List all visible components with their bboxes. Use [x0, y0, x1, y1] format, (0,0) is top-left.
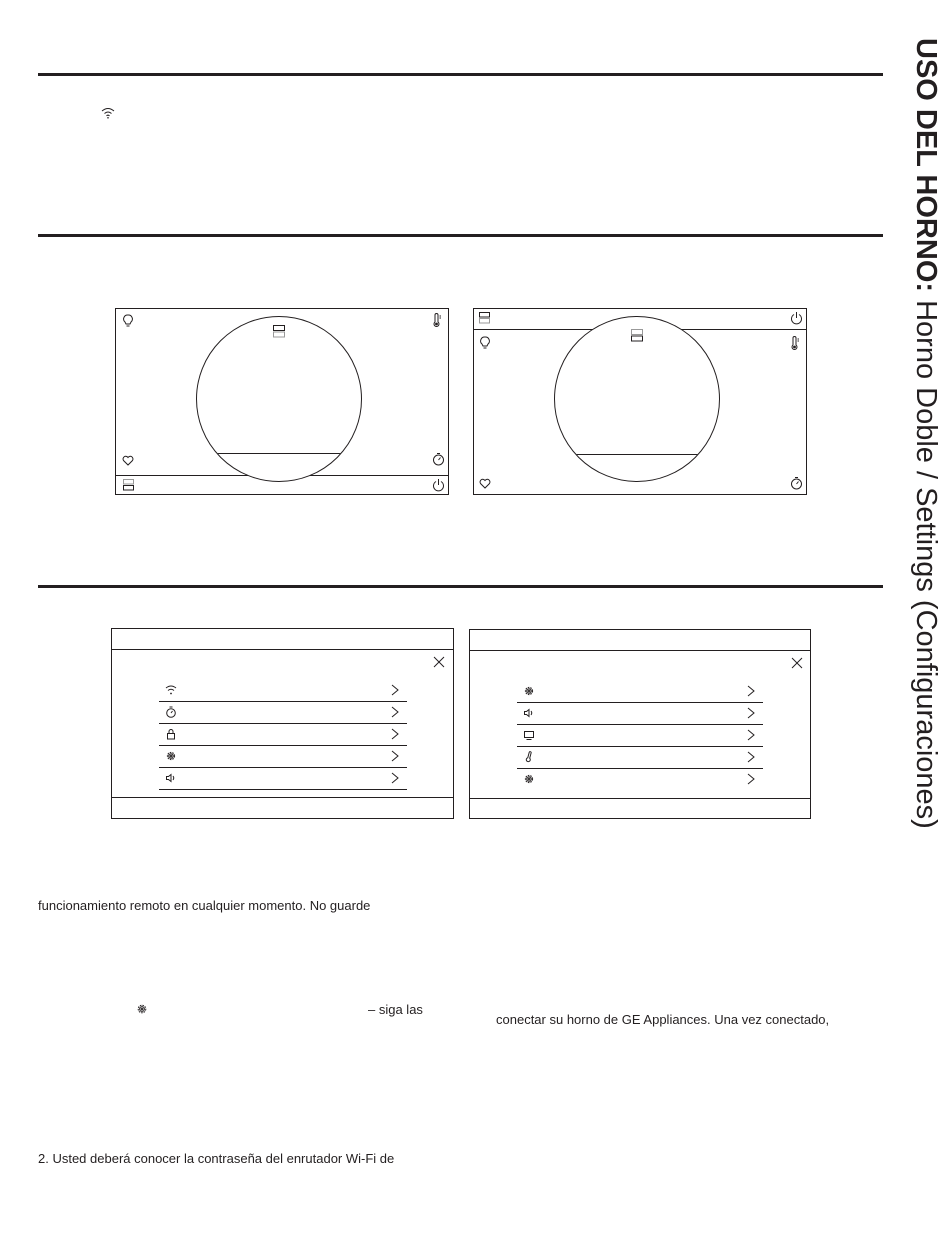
- section-title: [911, 38, 940, 829]
- speaker-icon: [165, 772, 177, 784]
- gear-icon: [523, 773, 535, 785]
- wifi-icon: [101, 107, 115, 119]
- display-icon: [523, 729, 535, 741]
- section-title-regular: Horno Doble / Settings (Configuraciones): [910, 292, 942, 829]
- screen-footer-divider: [470, 798, 810, 799]
- chevron-right-icon: [391, 684, 399, 696]
- speaker-icon: [523, 707, 535, 719]
- thermometer-icon: [432, 313, 442, 328]
- gear-icon: [523, 685, 535, 697]
- menu-item-probe[interactable]: [517, 747, 763, 769]
- menu-item-display[interactable]: [517, 725, 763, 747]
- chevron-right-icon: [747, 685, 755, 697]
- heart-icon: [122, 455, 134, 466]
- chevron-right-icon: [747, 773, 755, 785]
- power-icon: [790, 311, 803, 325]
- zoom-circle: [196, 316, 362, 482]
- gear-icon: [136, 1003, 148, 1015]
- menu-item-sound[interactable]: [159, 768, 407, 790]
- chevron-right-icon: [391, 728, 399, 740]
- numbered-step: 2. Usted deberá conocer la contraseña del enrutador Wi-Fi de: [38, 1151, 395, 1166]
- menu-item-settings[interactable]: [517, 681, 763, 703]
- chevron-right-icon: [391, 706, 399, 718]
- close-icon[interactable]: [433, 656, 445, 668]
- screen-header-divider: [470, 650, 810, 651]
- section-title-bold: USO DEL HORNO:: [910, 38, 942, 293]
- chevron-right-icon: [747, 751, 755, 763]
- light-bulb-icon: [479, 336, 491, 350]
- body-text: conectar su horno de GE Appliances. Una vez conectado,: [496, 1012, 830, 1027]
- thermometer-icon: [790, 336, 800, 351]
- menu-item-lock[interactable]: [159, 724, 407, 746]
- menu-item-sound[interactable]: [517, 703, 763, 725]
- section-divider: [38, 73, 883, 76]
- light-bulb-icon: [122, 314, 134, 328]
- chevron-right-icon: [391, 750, 399, 762]
- chevron-right-icon: [747, 707, 755, 719]
- panel-divider: [555, 454, 720, 455]
- timer-icon: [790, 476, 803, 490]
- timer-icon: [432, 452, 445, 466]
- menu-item-settings[interactable]: [517, 769, 763, 791]
- heart-icon: [479, 478, 491, 489]
- zoom-circle: [554, 316, 720, 482]
- screen-footer-divider: [112, 797, 453, 798]
- thermometer-icon: [523, 751, 535, 763]
- panel-divider: [197, 453, 362, 454]
- wifi-icon: [165, 684, 177, 696]
- section-divider: [38, 234, 883, 237]
- oven-select-icon: [273, 325, 285, 338]
- chevron-right-icon: [391, 772, 399, 784]
- menu-item-wifi[interactable]: [159, 680, 407, 702]
- timer-icon: [165, 706, 177, 718]
- power-icon: [432, 478, 445, 492]
- oven-select-icon: [479, 312, 490, 324]
- section-divider: [38, 585, 883, 588]
- settings-screen-right: [469, 629, 811, 819]
- body-text: funcionamiento remoto en cualquier momento. No guarde: [38, 898, 371, 913]
- menu-item-timer[interactable]: [159, 702, 407, 724]
- gear-icon: [165, 750, 177, 762]
- body-text: – siga las: [368, 1002, 423, 1017]
- settings-screen-left: [111, 628, 454, 819]
- screen-header-divider: [112, 649, 453, 650]
- oven-select-icon: [123, 479, 134, 491]
- oven-select-icon: [631, 329, 643, 342]
- close-icon[interactable]: [791, 657, 803, 669]
- lock-icon: [165, 728, 177, 740]
- menu-item-settings[interactable]: [159, 746, 407, 768]
- chevron-right-icon: [747, 729, 755, 741]
